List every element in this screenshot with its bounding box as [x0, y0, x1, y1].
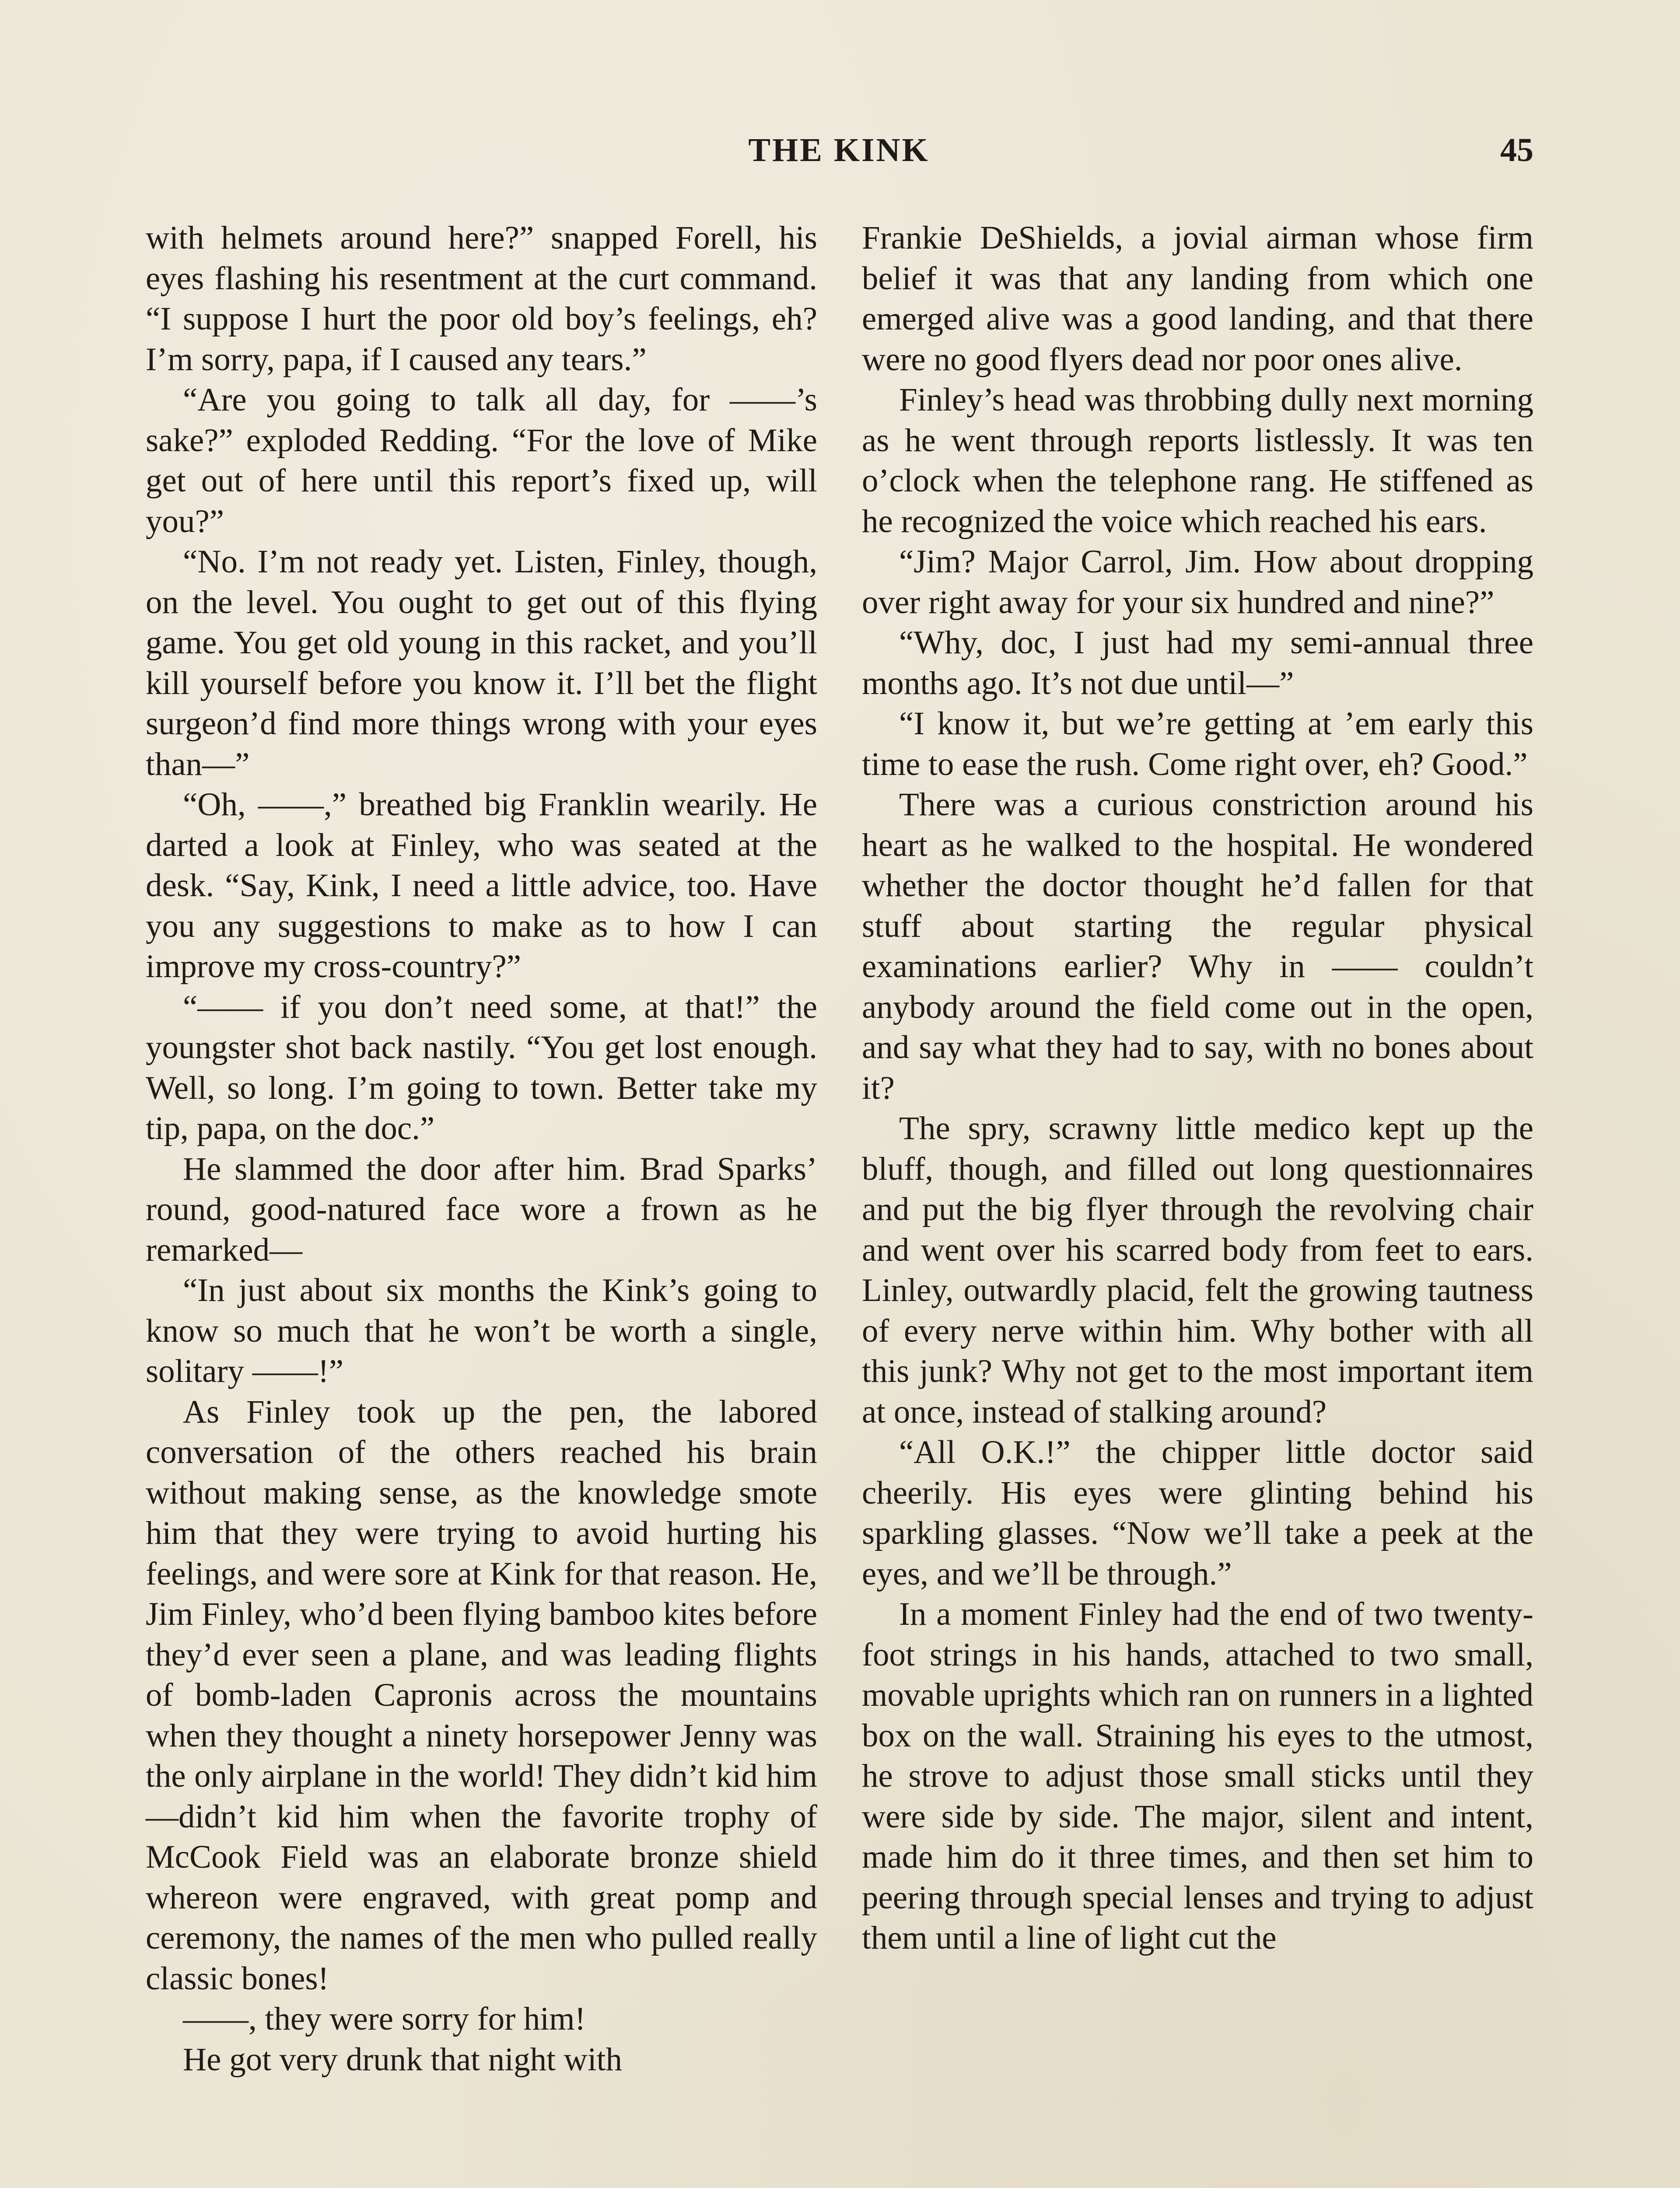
- paragraph: “Why, doc, I just had my semi-annual three months ago. It’s not due until—”: [862, 624, 1533, 701]
- paragraph: Finley’s head was throbbing dully next morning as he went through reports listlessly. It was ten o’clock when the telephone rang. He stiffened as he recognized the voice which reached his ears.: [862, 382, 1533, 540]
- paragraph: “Are you going to talk all day, for ——’s sake?” exploded Redding. “For the love of Mike get out of here until this report’s fixed up, will you?”: [146, 382, 817, 540]
- paragraph: The spry, scrawny little medico kept up the bluff, though, and filled out long questionnaires and put the big flyer through the revolving chair and went over his scarred body from feet to ears. Linley, outwardly placid, felt the growing tautness of every nerve within him. Why bother with all this junk? Why not get to the most important item at once, instead of stalking around?: [862, 1110, 1533, 1430]
- paragraph: There was a curious constriction around his heart as he walked to the hospital. He wondered whether the doctor thought he’d fallen for that stuff about starting the regular physical examinations earlier? Why in —— couldn’t anybody around the field come out in the open, and say what they had to say, with no bones about it?: [862, 786, 1533, 1106]
- page-header: [144, 131, 1533, 179]
- paragraph: He got very drunk that night with: [183, 2041, 623, 2078]
- paragraph: “In just about six months the Kink’s going to know so much that he won’t be worth a single, solitary ——!”: [146, 1272, 817, 1389]
- paragraph: “—— if you don’t need some, at that!” the youngster shot back nastily. “You get lost enough. Well, so long. I’m going to town. Better take my tip, papa, on the doc.”: [146, 989, 817, 1147]
- running-title: THE KINK: [748, 132, 930, 168]
- paragraph: Frankie DeShields, a jovial airman whose firm belief it was that any landing from which one emerged alive was a good landing, and that there were no good flyers dead nor poor ones alive.: [862, 220, 1533, 378]
- paragraph: He slammed the door after him. Brad Sparks’ round, good-natured face wore a frown as he remarked—: [146, 1150, 817, 1268]
- paragraph: “Oh, ——,” breathed big Franklin wearily. He darted a look at Finley, who was seated at the desk. “Say, Kink, I need a little advice, too. Have you any suggestions to make as to how I can improve my cross-country?”: [146, 786, 817, 985]
- paragraph: “Jim? Major Carrol, Jim. How about dropping over right away for your six hundred and nine?”: [862, 543, 1533, 621]
- paragraph: “No. I’m not ready yet. Listen, Finley, though, on the level. You ought to get out of this flying game. You get old young in this racket, and you’ll kill yourself before you know it. I’ll bet the flight surgeon’d find more things wrong with your eyes than—”: [146, 543, 817, 782]
- paragraph: “I know it, but we’re getting at ’em early this time to ease the rush. Come right over, eh? Good.”: [862, 705, 1533, 782]
- page-number: 45: [1500, 132, 1533, 168]
- paragraph: “All O.K.!” the chipper little doctor said cheerily. His eyes were glinting behind his sparkling glasses. “Now we’ll take a peek at the eyes, and we’ll be through.”: [862, 1434, 1533, 1592]
- paragraph: with helmets around here?” snapped Forell, his eyes flashing his resentment at the curt command. “I suppose I hurt the poor old boy’s feelings, eh? I’m sorry, papa, if I caused any tears.”: [146, 220, 817, 378]
- paragraph: In a moment Finley had the end of two twenty-foot strings in his hands, attached to two small, movable uprights which ran on runners in a lighted box on the wall. Straining his eyes to the utmost, he strove to adjust those small sticks until they were side by side. The major, silent and intent, made him do it three times, and then set him to peering through special lenses and trying to adjust them until a line of light cut the: [862, 1596, 1533, 1956]
- paragraph: ——, they were sorry for him!: [183, 2001, 586, 2037]
- left-column: [146, 218, 817, 2080]
- paragraph: As Finley took up the pen, the labored conversation of the others reached his brain without making sense, as the knowledge smote him that they were trying to avoid hurting his feelings, and were sore at Kink for that reason. He, Jim Finley, who’d been flying bamboo kites before they’d ever seen a plane, and was leading flights of bomb-laden Capronis across the mountains when they thought a ninety horsepower Jenny was the only airplane in the world! They didn’t kid him—didn’t kid him when the favorite trophy of McCook Field was an elaborate bronze shield whereon were engraved, with great pomp and ceremony, the names of the men who pulled really classic bones!: [146, 1393, 817, 1997]
- right-column: [862, 218, 1533, 1959]
